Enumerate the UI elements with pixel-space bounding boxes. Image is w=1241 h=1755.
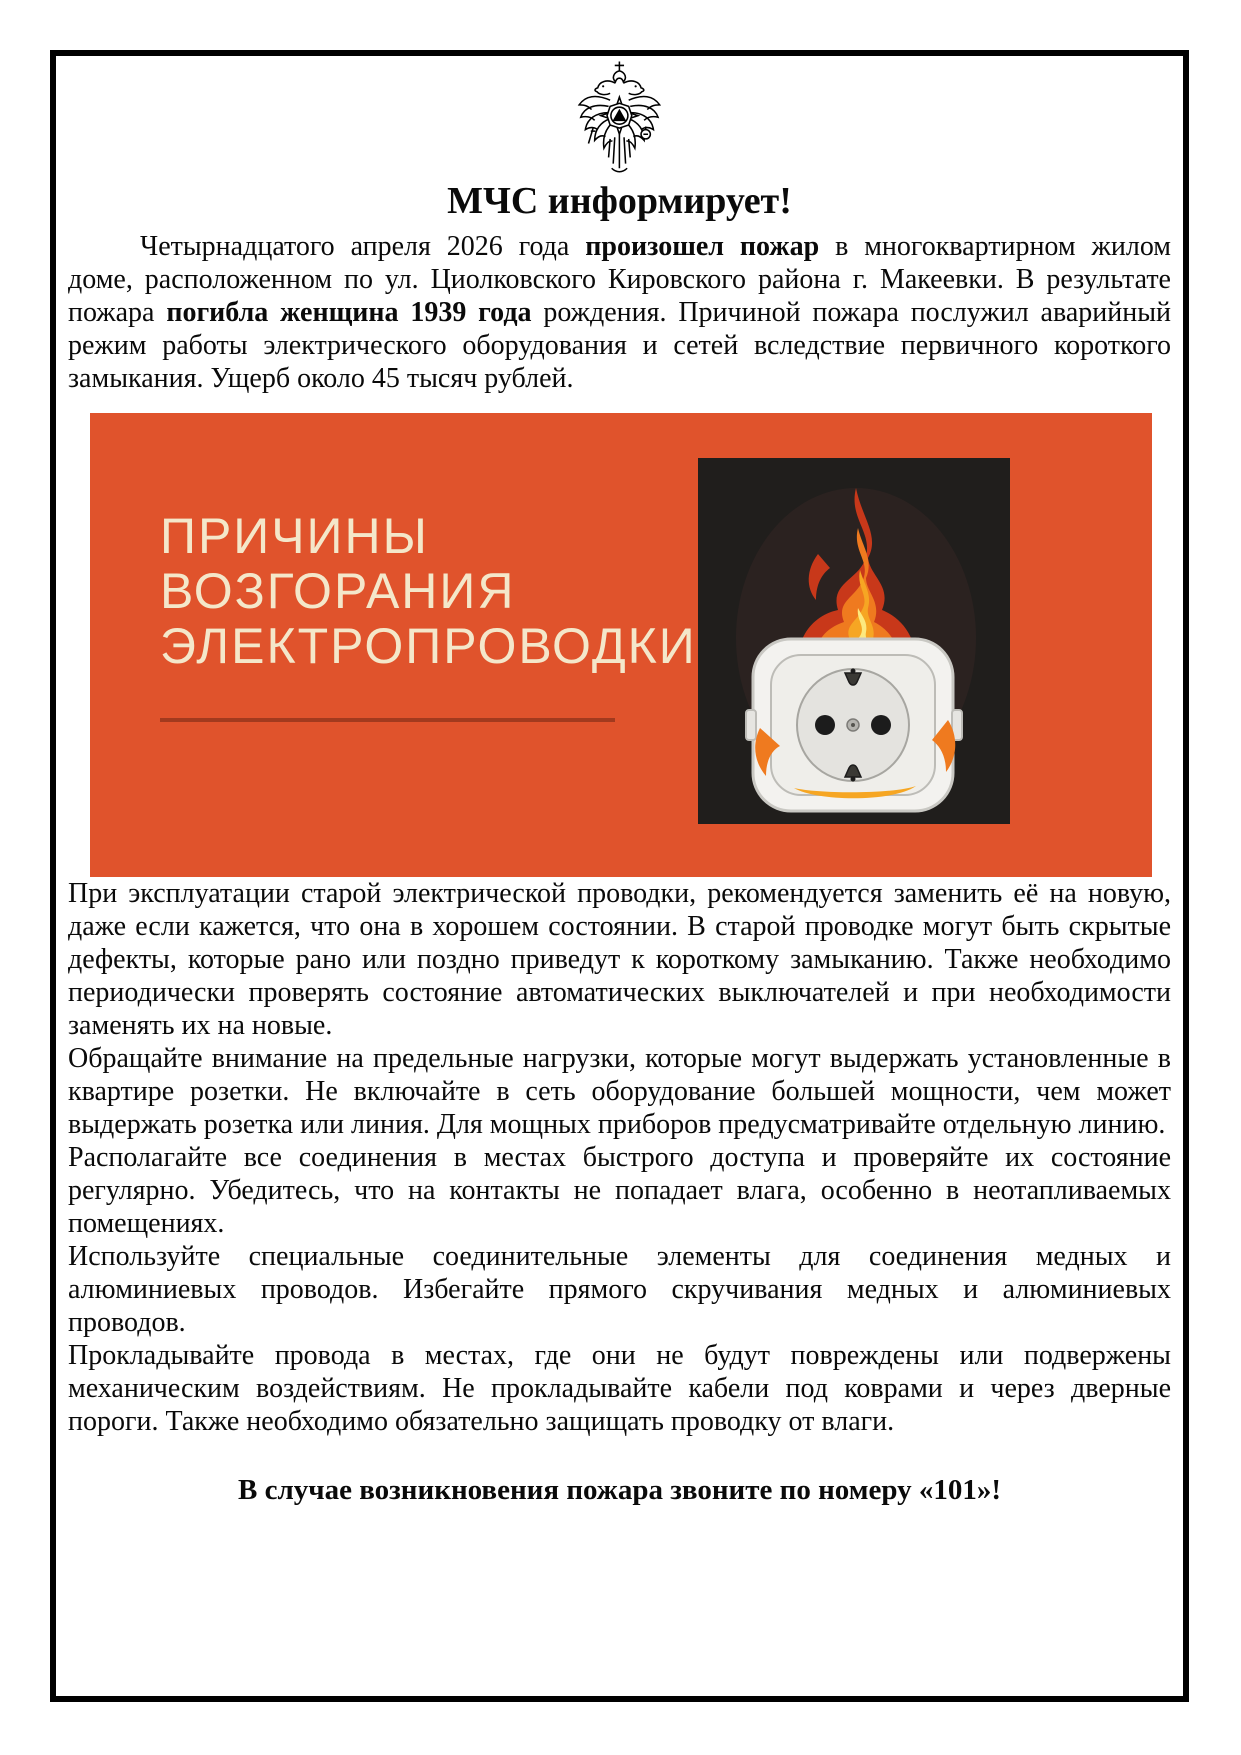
burning-socket-icon	[698, 458, 1010, 824]
emergency-call-line: В случае возникновения пожара звоните по номеру «101»!	[237, 1474, 1002, 1506]
poster-heading-line: ЭЛЕКТРОПРОВОДКИ	[160, 618, 697, 674]
mchs-emblem-icon	[573, 60, 666, 176]
body-paragraph: Прокладывайте провода в местах, где они не будут повреждены или подвержены механическим воздействиям. Не прокладывайте кабели под коврами и через дверные пороги. Также необходимо обязательно защищать проводку от влаги.	[68, 1340, 1171, 1437]
intro-paragraph: Четырнадцатого апреля 2026 года произошел пожар в многоквартирном жилом доме, расположенном по ул. Циолковского Кировского района г. Макеевки. В результате пожара погибла женщина 1939 года рождения. Причиной пожара послужил аварийный режим работы электрического оборудования и сетей вследствие первичного короткого замыкания. Ущерб около 45 тысяч рублей.	[68, 231, 1171, 394]
poster-heading-line: ПРИЧИНЫ	[160, 508, 429, 564]
body-paragraph: Используйте специальные соединительные элементы для соединения медных и алюминиевых проводов. Избегайте прямого скручивания медных и алюминиевых проводов.	[68, 1241, 1171, 1338]
poster-heading-line: ВОЗГОРАНИЯ	[160, 563, 516, 619]
body-paragraph: Располагайте все соединения в местах быстрого доступа и проверяйте их состояние регулярно. Убедитесь, что на контакты не попадает влага, особенно в неотапливаемых помещениях.	[68, 1142, 1171, 1239]
body-paragraph: При эксплуатации старой электрической проводки, рекомендуется заменить её на новую, даже если кажется, что она в хорошем состоянии. В старой проводке могут быть скрытые дефекты, которые рано или поздно приведут к короткому замыканию. Также необходимо периодически проверять состояние автоматических выключателей и при необходимости заменять их на новые.	[68, 878, 1171, 1041]
body-paragraph: Обращайте внимание на предельные нагрузки, которые могут выдержать установленные в квартире розетки. Не включайте в сеть оборудование большей мощности, чем может выдержать розетка или линия. Для мощных приборов предусматривайте отдельную линию.	[68, 1043, 1171, 1140]
document-page	[50, 50, 1189, 1702]
emblem-wrap	[68, 60, 1171, 178]
page-title: МЧС информирует!	[447, 180, 792, 222]
poster-image-panel	[698, 458, 1010, 824]
poster-heading	[160, 509, 697, 674]
poster-underline	[160, 718, 615, 722]
fire-causes-poster	[90, 413, 1152, 877]
document-content	[56, 60, 1183, 1510]
